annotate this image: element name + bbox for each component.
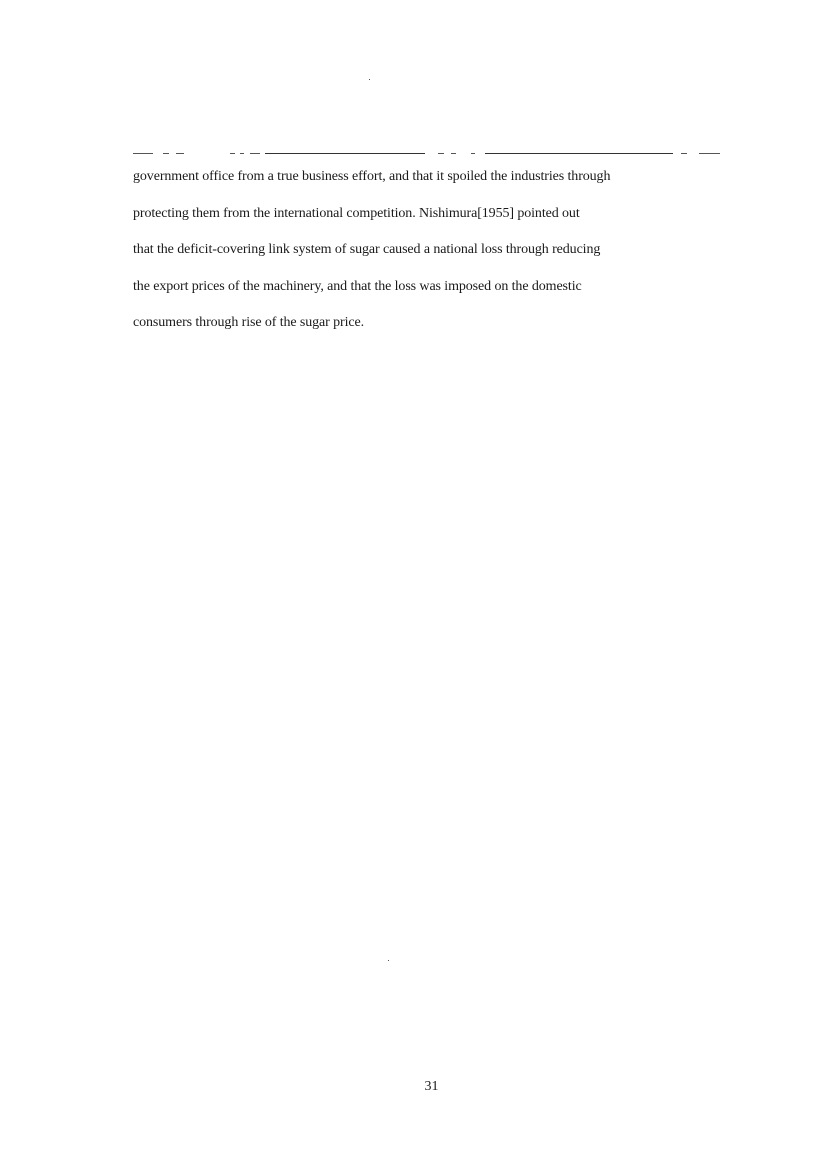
page-number: 31: [424, 1079, 439, 1094]
text-line: the export prices of the machinery, and that the loss was imposed on the domestic: [133, 278, 582, 294]
scan-speck: [369, 79, 370, 80]
rule-fragment: [176, 153, 184, 154]
rule-fragment: [133, 153, 153, 154]
rule-fragment: [250, 153, 260, 154]
rule-fragment: [163, 153, 169, 154]
rule-fragment: [230, 153, 235, 154]
scan-speck: [388, 960, 389, 961]
text-line: consumers through rise of the sugar price.: [133, 315, 365, 330]
rule-fragment: [240, 153, 244, 154]
text-line: government office from a true business effort, and that it spoiled the industries through: [133, 169, 611, 184]
text-line: protecting them from the international competition. Nishimura[1955] pointed out: [133, 205, 580, 221]
rule-fragment: [451, 153, 456, 154]
rule-fragment: [699, 153, 720, 154]
rule-fragment: [438, 153, 444, 154]
rule-fragment: [681, 153, 687, 154]
rule-fragment: [471, 153, 475, 154]
rule-segment: [265, 153, 425, 154]
body-paragraph: [133, 159, 733, 342]
rule-segment: [485, 153, 673, 154]
text-line: that the deficit-covering link system of sugar caused a national loss through reducing: [133, 242, 601, 257]
faint-rule-remnant: [133, 153, 720, 155]
